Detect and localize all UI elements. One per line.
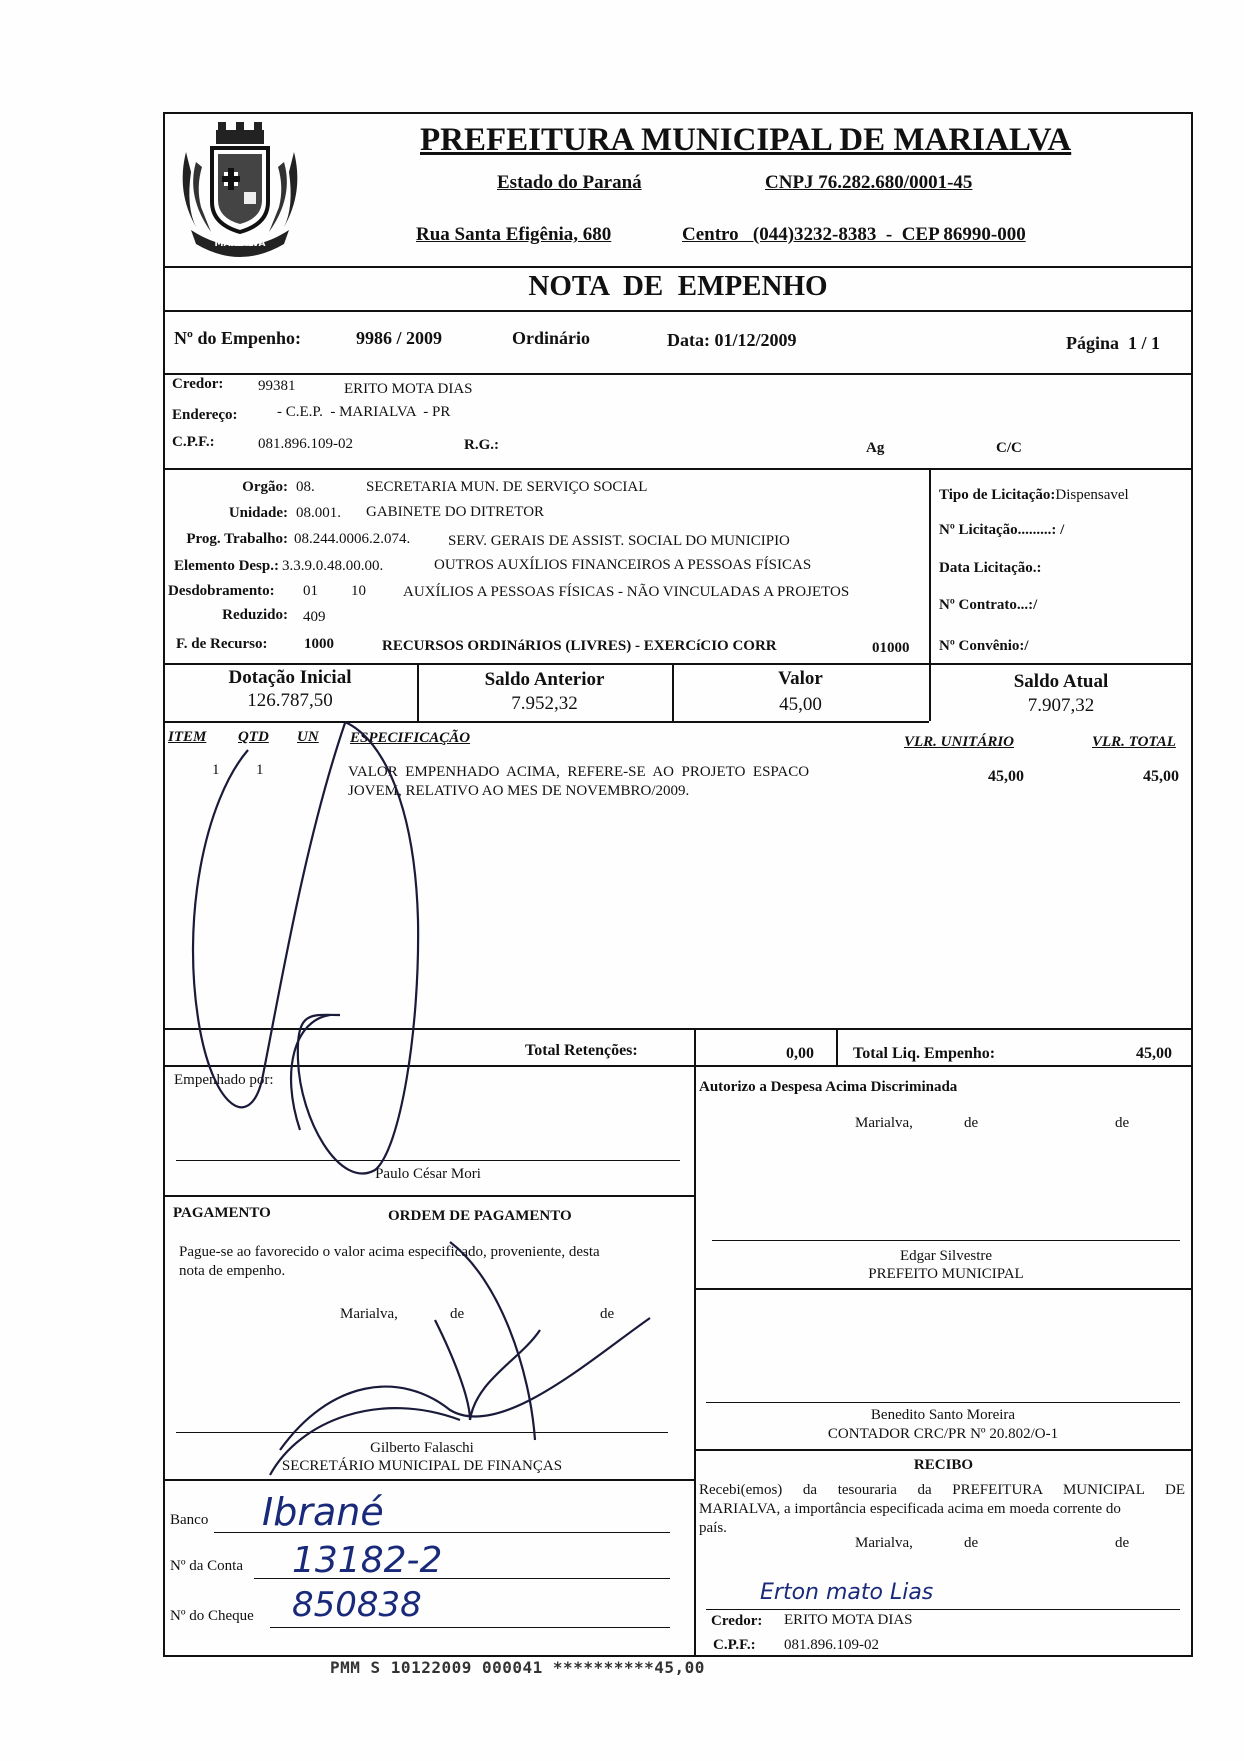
orgao-label: Orgão: — [242, 479, 288, 495]
un-header: UN — [297, 729, 319, 745]
orgao-desc: SECRETARIA MUN. DE SERVIÇO SOCIAL — [366, 479, 648, 495]
cc-label: C/C — [996, 440, 1022, 456]
pagamento-label: PAGAMENTO — [173, 1205, 271, 1221]
address: Rua Santa Efigênia, 680 — [416, 224, 612, 245]
pagamento-signer-name: Gilberto Falaschi — [370, 1440, 474, 1456]
item-total-value: 45,00 — [1143, 768, 1179, 785]
credor-signature: Erton mato Lias — [760, 1580, 934, 1605]
saldo-atual-value: 7.907,32 — [1027, 695, 1095, 716]
recibo-de-2: de — [1115, 1535, 1130, 1551]
saldo-anterior-value: 7.952,32 — [511, 693, 578, 714]
elemento-label: Elemento Desp.: — [174, 558, 279, 574]
contact-info: Centro (044)3232-8383 - CEP 86990-000 — [682, 224, 1026, 245]
prog-label: Prog. Trabalho: — [186, 531, 288, 547]
pagamento-signer-role: SECRETÁRIO MUNICIPAL DE FINANÇAS — [281, 1458, 563, 1474]
endereco: - C.E.P. - MARIALVA - PR — [277, 404, 451, 420]
ag-label: Ag — [866, 440, 885, 456]
pagamento-de-2: de — [600, 1306, 615, 1322]
cnpj: CNPJ 76.282.680/0001-45 — [765, 172, 973, 193]
prefeito-role: PREFEITO MUNICIPAL — [868, 1266, 1024, 1282]
recurso-code: 1000 — [304, 636, 334, 652]
desdobramento-label: Desdobramento: — [168, 583, 275, 599]
valor-unitario-header: VLR. UNITÁRIO — [904, 734, 1015, 750]
saldo-anterior-label: Saldo Anterior — [484, 669, 605, 690]
dotacao-label: Dotação Inicial — [228, 667, 352, 688]
recibo-place: Marialva, — [855, 1535, 913, 1551]
contador-name: Benedito Santo Moreira — [870, 1407, 1016, 1423]
item-number: 1 — [212, 762, 220, 778]
recibo-text-2: MARIALVA, a importância especificada acima em moeda corrente do — [699, 1501, 1121, 1517]
licitacao-numero: Nº Licitação.........: / — [939, 522, 1065, 538]
autorizo-de-2: de — [1115, 1115, 1130, 1131]
payment-stamp: PMM S 10122009 000041 **********45,00 — [330, 1658, 705, 1677]
banco-value: Ibrané — [262, 1490, 384, 1534]
autorizo-de-1: de — [964, 1115, 979, 1131]
retencoes-label: Total Retenções: — [525, 1042, 638, 1059]
retencoes-value: 0,00 — [786, 1045, 814, 1062]
elemento-code: 3.3.9.0.48.00.00. — [282, 558, 384, 574]
pagamento-text-1: Pague-se ao favorecido o valor acima especificado, proveniente, desta — [179, 1244, 600, 1260]
elemento-desc: OUTROS AUXÍLIOS FINANCEIROS A PESSOAS FÍSICAS — [434, 557, 812, 573]
orgao-code: 08. — [296, 479, 315, 495]
empenhado-label: Empenhado por: — [174, 1072, 274, 1088]
unidade-desc: GABINETE DO DITRETOR — [366, 504, 545, 520]
desdobramento-code-2: 10 — [351, 583, 366, 599]
autorizo-label: Autorizo a Despesa Acima Discriminada — [699, 1079, 958, 1095]
cpf-label: C.P.F.: — [172, 434, 215, 450]
convenio-numero: Nº Convênio:/ — [939, 638, 1029, 654]
cpf: 081.896.109-02 — [258, 436, 353, 452]
cheque-label: Nº do Cheque — [170, 1608, 254, 1624]
item-qty: 1 — [256, 762, 264, 778]
recibo-title: RECIBO — [913, 1457, 974, 1473]
recibo-cpf: 081.896.109-02 — [784, 1637, 879, 1653]
page-number: Página 1 / 1 — [1066, 333, 1161, 353]
recibo-cpf-label: C.P.F.: — [713, 1637, 756, 1653]
valor-label: Valor — [778, 668, 823, 689]
document-title: NOTA DE EMPENHO — [528, 270, 828, 302]
desdobramento-code-1: 01 — [303, 583, 318, 599]
reduzido: 409 — [303, 609, 326, 625]
licitacao-data: Data Licitação.: — [939, 560, 1042, 576]
licitacao-tipo: Tipo de Licitação:Dispensavel — [939, 487, 1129, 503]
ordem-pagamento-label: ORDEM DE PAGAMENTO — [388, 1208, 572, 1224]
state-name: Estado do Paraná — [497, 172, 642, 193]
pagamento-place: Marialva, — [340, 1306, 398, 1322]
empenho-number: 9986 / 2009 — [356, 328, 443, 348]
saldo-atual-label: Saldo Atual — [1013, 671, 1109, 692]
contador-role: CONTADOR CRC/PR Nº 20.802/O-1 — [827, 1426, 1059, 1442]
svg-text:MARIALVA: MARIALVA — [214, 239, 266, 249]
credor-label: Credor: — [172, 376, 224, 392]
prog-code: 08.244.0006.2.074. — [294, 531, 411, 547]
cheque-value: 850838 — [292, 1585, 422, 1625]
recibo-text-1: Recebi(emos) da tesouraria da PREFEITURA MUNICIPAL DE — [699, 1482, 1185, 1498]
empenho-label: Nº do Empenho: — [174, 328, 301, 348]
recurso-label: F. de Recurso: — [176, 636, 268, 652]
valor-total-header: VLR. TOTAL — [1092, 734, 1176, 750]
item-spec-line-1: VALOR EMPENHADO ACIMA, REFERE-SE AO PROJETO ESPACO — [348, 764, 810, 780]
desdobramento-desc: AUXÍLIOS A PESSOAS FÍSICAS - NÃO VINCULADAS A PROJETOS — [403, 584, 850, 600]
rg-label: R.G.: — [464, 437, 499, 453]
coat-of-arms-logo — [166, 112, 314, 260]
unidade-label: Unidade: — [228, 505, 288, 521]
reduzido-label: Reduzido: — [222, 607, 288, 623]
item-header: ITEM — [168, 729, 207, 745]
prog-desc: SERV. GERAIS DE ASSIST. SOCIAL DO MUNICIPIO — [448, 533, 790, 549]
conta-value: 13182-2 — [292, 1540, 443, 1581]
pagamento-de-1: de — [450, 1306, 465, 1322]
total-liquido-value: 45,00 — [1136, 1045, 1172, 1062]
banco-label: Banco — [170, 1512, 209, 1528]
qtd-header: QTD — [238, 729, 269, 745]
total-liquido-label: Total Liq. Empenho: — [853, 1045, 996, 1062]
recurso-desc: RECURSOS ORDINáRIOS (LIVRES) - EXERCíCIO CORR — [382, 638, 777, 654]
autorizo-place: Marialva, — [855, 1115, 913, 1131]
credor-code: 99381 — [258, 378, 296, 394]
recibo-credor-name: ERITO MOTA DIAS — [784, 1612, 913, 1628]
credor-name: ERITO MOTA DIAS — [344, 381, 473, 397]
municipality-title: PREFEITURA MUNICIPAL DE MARIALVA — [420, 122, 1072, 158]
item-unit-value: 45,00 — [988, 768, 1024, 785]
item-spec-line-2: JOVEM, RELATIVO AO MES DE NOVEMBRO/2009. — [348, 783, 690, 799]
empenhado-name: Paulo César Mori — [375, 1166, 481, 1182]
recibo-credor-label: Credor: — [711, 1613, 763, 1629]
empenho-date: Data: 01/12/2009 — [667, 330, 797, 350]
recibo-de-1: de — [964, 1535, 979, 1551]
empenho-type: Ordinário — [512, 328, 591, 348]
conta-label: Nº da Conta — [170, 1558, 243, 1574]
recurso-code-2: 01000 — [872, 640, 910, 656]
especificacao-header: ESPECIFICAÇÃO — [350, 730, 471, 746]
recibo-text-3: país. — [699, 1520, 727, 1536]
unidade-code: 08.001. — [296, 505, 341, 521]
pagamento-text-2: nota de empenho. — [179, 1263, 286, 1279]
endereco-label: Endereço: — [172, 407, 238, 423]
dotacao-value: 126.787,50 — [247, 690, 333, 711]
contrato-numero: Nº Contrato...:/ — [939, 597, 1038, 613]
prefeito-name: Edgar Silvestre — [899, 1248, 993, 1264]
valor-value: 45,00 — [779, 694, 822, 715]
